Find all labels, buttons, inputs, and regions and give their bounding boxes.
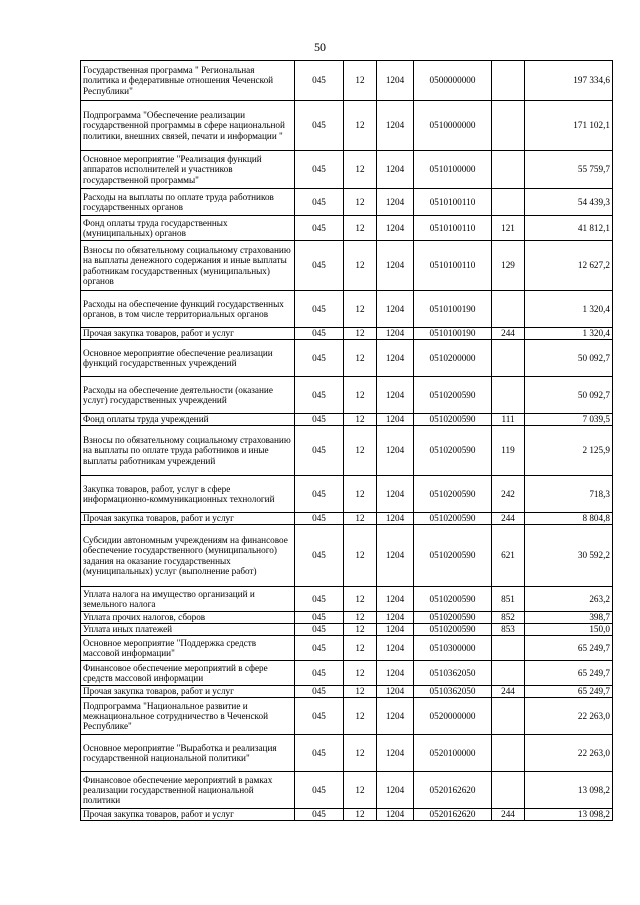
cell-grbs: 045: [295, 525, 344, 587]
cell-expense-type: 121: [492, 216, 525, 241]
cell-name: Прочая закупка товаров, работ и услуг: [81, 328, 295, 340]
cell-target-article: 0510200590: [414, 513, 492, 525]
cell-expense-type: [492, 772, 525, 809]
cell-name: Расходы на выплаты по оплате труда работников государственных органов: [81, 189, 295, 216]
cell-amount: 718,3: [525, 476, 613, 513]
table-row: [81, 426, 613, 476]
cell-name: Основное мероприятие обеспечение реализации функций государственных учреждений: [81, 340, 295, 377]
cell-amount: 22 263,0: [525, 698, 613, 735]
cell-target-article: 0510300000: [414, 636, 492, 661]
cell-subsection: 1204: [377, 624, 414, 636]
table-row: [81, 291, 613, 328]
cell-subsection: 1204: [377, 189, 414, 216]
table-row: [81, 624, 613, 636]
cell-section: 12: [344, 241, 377, 291]
table-body: [81, 61, 613, 821]
cell-section: 12: [344, 476, 377, 513]
cell-amount: 13 098,2: [525, 772, 613, 809]
cell-name: Расходы на обеспечение функций государственных органов, в том числе территориальных органов: [81, 291, 295, 328]
cell-subsection: 1204: [377, 735, 414, 772]
cell-subsection: 1204: [377, 661, 414, 686]
cell-amount: 54 439,3: [525, 189, 613, 216]
cell-target-article: 0510200590: [414, 377, 492, 414]
table-row: [81, 612, 613, 624]
cell-target-article: 0510100190: [414, 328, 492, 340]
cell-target-article: 0510100000: [414, 151, 492, 189]
table-row: [81, 377, 613, 414]
table-row: [81, 772, 613, 809]
cell-expense-type: [492, 698, 525, 735]
cell-name: Уплата иных платежей: [81, 624, 295, 636]
table-row: [81, 328, 613, 340]
cell-name: Взносы по обязательному социальному страхованию на выплаты по оплате труда работников и иные выплаты работникам учреждений: [81, 426, 295, 476]
cell-subsection: 1204: [377, 636, 414, 661]
cell-section: 12: [344, 809, 377, 821]
table-row: [81, 661, 613, 686]
cell-expense-type: 244: [492, 513, 525, 525]
cell-subsection: 1204: [377, 426, 414, 476]
cell-name: Основное мероприятие "Реализация функций аппаратов исполнителей и участников государственной программы": [81, 151, 295, 189]
cell-target-article: 0510200590: [414, 426, 492, 476]
cell-grbs: 045: [295, 216, 344, 241]
cell-name: Финансовое обеспечение мероприятий в рамках реализации государственной национальной политики: [81, 772, 295, 809]
table-row: [81, 189, 613, 216]
cell-target-article: 0510362050: [414, 661, 492, 686]
cell-expense-type: 853: [492, 624, 525, 636]
cell-subsection: 1204: [377, 525, 414, 587]
cell-subsection: 1204: [377, 101, 414, 151]
cell-section: 12: [344, 151, 377, 189]
cell-target-article: 0520100000: [414, 735, 492, 772]
cell-section: 12: [344, 612, 377, 624]
table-row: [81, 698, 613, 735]
cell-target-article: 0510200000: [414, 340, 492, 377]
cell-target-article: 0520162620: [414, 772, 492, 809]
cell-expense-type: [492, 189, 525, 216]
table-row: [81, 476, 613, 513]
cell-amount: 12 627,2: [525, 241, 613, 291]
table-row: [81, 809, 613, 821]
cell-section: 12: [344, 216, 377, 241]
cell-name: Государственная программа " Региональная политика и федеративные отношения Чеченской Республики": [81, 61, 295, 101]
cell-subsection: 1204: [377, 216, 414, 241]
table-row: [81, 216, 613, 241]
cell-grbs: 045: [295, 809, 344, 821]
table-row: [81, 414, 613, 426]
cell-subsection: 1204: [377, 291, 414, 328]
cell-subsection: 1204: [377, 587, 414, 612]
cell-expense-type: 244: [492, 686, 525, 698]
cell-name: Субсидии автономным учреждениям на финансовое обеспечение государственного (муниципального) задания на оказание государственных (муниципальных) услуг (выполнение работ): [81, 525, 295, 587]
cell-section: 12: [344, 624, 377, 636]
cell-target-article: 0510100110: [414, 241, 492, 291]
table-row: [81, 587, 613, 612]
cell-name: Прочая закупка товаров, работ и услуг: [81, 809, 295, 821]
cell-expense-type: 111: [492, 414, 525, 426]
cell-amount: 398,7: [525, 612, 613, 624]
cell-section: 12: [344, 587, 377, 612]
cell-expense-type: 621: [492, 525, 525, 587]
cell-name: Фонд оплаты труда государственных (муниципальных) органов: [81, 216, 295, 241]
cell-grbs: 045: [295, 735, 344, 772]
cell-grbs: 045: [295, 772, 344, 809]
cell-grbs: 045: [295, 686, 344, 698]
cell-subsection: 1204: [377, 686, 414, 698]
cell-amount: 50 092,7: [525, 340, 613, 377]
cell-expense-type: 851: [492, 587, 525, 612]
cell-target-article: 0510100110: [414, 216, 492, 241]
cell-section: 12: [344, 772, 377, 809]
cell-grbs: 045: [295, 636, 344, 661]
cell-expense-type: [492, 636, 525, 661]
cell-expense-type: 852: [492, 612, 525, 624]
cell-name: Финансовое обеспечение мероприятий в сфере средств массовой информации: [81, 661, 295, 686]
cell-section: 12: [344, 661, 377, 686]
cell-subsection: 1204: [377, 513, 414, 525]
table-row: [81, 241, 613, 291]
cell-amount: 65 249,7: [525, 661, 613, 686]
cell-section: 12: [344, 686, 377, 698]
cell-expense-type: 242: [492, 476, 525, 513]
cell-amount: 30 592,2: [525, 525, 613, 587]
cell-name: Взносы по обязательному социальному страхованию на выплаты денежного содержания и иные выплаты работникам государственных (муниципальных) органов: [81, 241, 295, 291]
cell-amount: 22 263,0: [525, 735, 613, 772]
cell-amount: 55 759,7: [525, 151, 613, 189]
table-row: [81, 735, 613, 772]
cell-section: 12: [344, 328, 377, 340]
cell-expense-type: [492, 291, 525, 328]
cell-amount: 65 249,7: [525, 636, 613, 661]
cell-amount: 65 249,7: [525, 686, 613, 698]
cell-grbs: 045: [295, 587, 344, 612]
cell-target-article: 0510200590: [414, 476, 492, 513]
cell-amount: 7 039,5: [525, 414, 613, 426]
table-row: [81, 340, 613, 377]
cell-target-article: 0510200590: [414, 587, 492, 612]
cell-subsection: 1204: [377, 328, 414, 340]
cell-amount: 263,2: [525, 587, 613, 612]
cell-name: Расходы на обеспечение деятельности (оказание услуг) государственных учреждений: [81, 377, 295, 414]
cell-name: Основное мероприятие "Поддержка средств массовой информации": [81, 636, 295, 661]
cell-grbs: 045: [295, 414, 344, 426]
cell-grbs: 045: [295, 513, 344, 525]
cell-name: Прочая закупка товаров, работ и услуг: [81, 513, 295, 525]
cell-grbs: 045: [295, 476, 344, 513]
cell-grbs: 045: [295, 291, 344, 328]
cell-name: Закупка товаров, работ, услуг в сфере информационно-коммуникационных технологий: [81, 476, 295, 513]
cell-expense-type: [492, 340, 525, 377]
cell-amount: 8 804,8: [525, 513, 613, 525]
cell-name: Уплата налога на имущество организаций и земельного налога: [81, 587, 295, 612]
cell-expense-type: [492, 661, 525, 686]
cell-section: 12: [344, 189, 377, 216]
cell-target-article: 0510200590: [414, 624, 492, 636]
cell-target-article: 0510200590: [414, 414, 492, 426]
cell-section: 12: [344, 61, 377, 101]
cell-name: Уплата прочих налогов, сборов: [81, 612, 295, 624]
cell-expense-type: [492, 735, 525, 772]
table-row: [81, 686, 613, 698]
cell-amount: 13 098,2: [525, 809, 613, 821]
cell-target-article: 0510362050: [414, 686, 492, 698]
cell-subsection: 1204: [377, 241, 414, 291]
cell-name: Подпрограмма "Национальное развитие и межнациональное сотрудничество в Чеченской Республике": [81, 698, 295, 735]
table-row: [81, 61, 613, 101]
cell-target-article: 0510000000: [414, 101, 492, 151]
cell-expense-type: [492, 151, 525, 189]
cell-name: Подпрограмма "Обеспечение реализации государственной программы в сфере национальной политики, внешних связей, печати и информации ": [81, 101, 295, 151]
cell-target-article: 0510100110: [414, 189, 492, 216]
cell-subsection: 1204: [377, 476, 414, 513]
cell-grbs: 045: [295, 340, 344, 377]
budget-table: [80, 60, 613, 821]
cell-subsection: 1204: [377, 809, 414, 821]
cell-section: 12: [344, 525, 377, 587]
cell-grbs: 045: [295, 61, 344, 101]
cell-amount: 1 320,4: [525, 291, 613, 328]
cell-target-article: 0510200590: [414, 525, 492, 587]
cell-target-article: 0520000000: [414, 698, 492, 735]
cell-amount: 197 334,6: [525, 61, 613, 101]
cell-grbs: 045: [295, 624, 344, 636]
cell-grbs: 045: [295, 151, 344, 189]
cell-subsection: 1204: [377, 61, 414, 101]
cell-subsection: 1204: [377, 340, 414, 377]
table-row: [81, 151, 613, 189]
cell-expense-type: [492, 61, 525, 101]
cell-amount: 50 092,7: [525, 377, 613, 414]
cell-subsection: 1204: [377, 377, 414, 414]
cell-grbs: 045: [295, 328, 344, 340]
cell-subsection: 1204: [377, 414, 414, 426]
cell-grbs: 045: [295, 101, 344, 151]
cell-target-article: 0510100190: [414, 291, 492, 328]
cell-section: 12: [344, 414, 377, 426]
cell-target-article: 0500000000: [414, 61, 492, 101]
cell-name: Прочая закупка товаров, работ и услуг: [81, 686, 295, 698]
cell-section: 12: [344, 340, 377, 377]
cell-grbs: 045: [295, 377, 344, 414]
cell-section: 12: [344, 291, 377, 328]
cell-subsection: 1204: [377, 612, 414, 624]
cell-expense-type: 244: [492, 809, 525, 821]
cell-amount: 171 102,1: [525, 101, 613, 151]
page-number: 50: [314, 40, 326, 54]
cell-grbs: 045: [295, 241, 344, 291]
cell-section: 12: [344, 636, 377, 661]
cell-name: Основное мероприятие "Выработка и реализация государственной национальной политики": [81, 735, 295, 772]
cell-grbs: 045: [295, 612, 344, 624]
cell-section: 12: [344, 426, 377, 476]
cell-name: Фонд оплаты труда учреждений: [81, 414, 295, 426]
cell-section: 12: [344, 377, 377, 414]
cell-grbs: 045: [295, 698, 344, 735]
cell-section: 12: [344, 735, 377, 772]
table-row: [81, 525, 613, 587]
cell-expense-type: 119: [492, 426, 525, 476]
cell-amount: 150,0: [525, 624, 613, 636]
cell-section: 12: [344, 698, 377, 735]
cell-grbs: 045: [295, 426, 344, 476]
cell-expense-type: 244: [492, 328, 525, 340]
table-row: [81, 513, 613, 525]
cell-expense-type: 129: [492, 241, 525, 291]
cell-target-article: 0510200590: [414, 612, 492, 624]
cell-grbs: 045: [295, 661, 344, 686]
cell-expense-type: [492, 101, 525, 151]
cell-amount: 1 320,4: [525, 328, 613, 340]
cell-subsection: 1204: [377, 698, 414, 735]
table-row: [81, 101, 613, 151]
cell-expense-type: [492, 377, 525, 414]
table-row: [81, 636, 613, 661]
cell-subsection: 1204: [377, 151, 414, 189]
cell-target-article: 0520162620: [414, 809, 492, 821]
cell-amount: 2 125,9: [525, 426, 613, 476]
cell-subsection: 1204: [377, 772, 414, 809]
cell-grbs: 045: [295, 189, 344, 216]
cell-section: 12: [344, 101, 377, 151]
cell-amount: 41 812,1: [525, 216, 613, 241]
cell-section: 12: [344, 513, 377, 525]
